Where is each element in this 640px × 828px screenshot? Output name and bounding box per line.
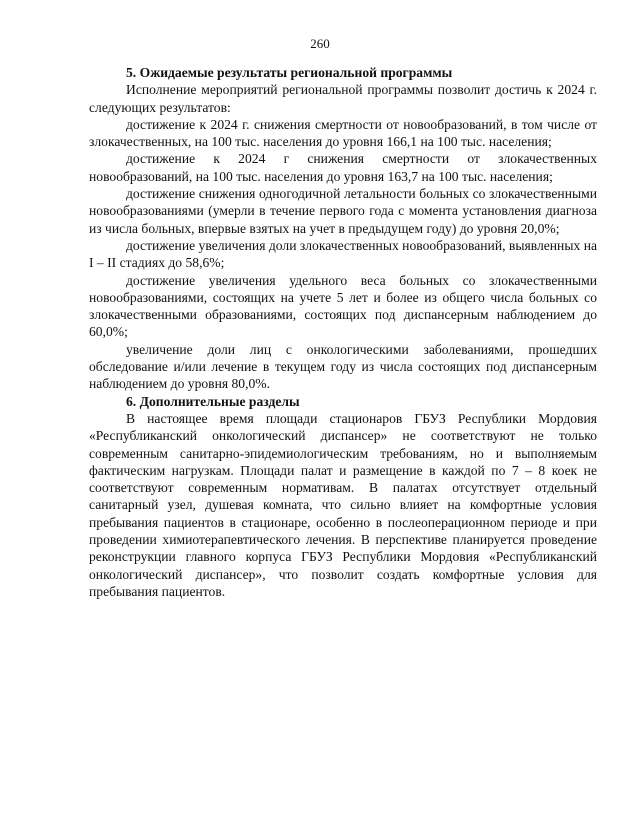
section-6-heading: 6. Дополнительные разделы	[126, 393, 300, 409]
section-5-heading: 5. Ожидаемые результаты региональной программы	[126, 65, 453, 80]
section-5-paragraph-early-stage-detection: достижение увеличения доли злокачественных новообразований, выявленных на I – II стадиях до 58,6%;	[89, 237, 597, 271]
document-body	[89, 64, 597, 600]
section-6-paragraph-hospital-facilities: В настоящее время площади стационаров ГБУЗ Республики Мордовия «Республиканский онкологический диспансер» не соответствуют не только современным санитарно-эпидемиологическим требованиям, но и выполняемым фактическим нагрузкам. Площади палат и размещение в каждой по 7 – 8 коек не соответствуют современным нормативам. В палатах отсутствует отдельный санитарный узел, душевая комната, что сильно влияет на комфортные условия пребывания пациентов в стационаре, особенно в послеоперационном периоде и при проведении химиотерапевтического лечения. В перспективе планируется проведение реконструкции главного корпуса ГБУЗ Республики Мордовия «Республиканский онкологический диспансер», что позволит создать комфортные условия для пребывания пациентов.	[89, 410, 597, 599]
section-5-paragraph-intro: Исполнение мероприятий региональной программы позволит достичь к 2024 г. следующих результатов:	[89, 82, 597, 115]
section-5-paragraph-mortality-malignant: достижение к 2024 г снижения смертности от злокачественных новообразований, на 100 тыс. населения до уровня 163,7 на 100 тыс. населения;	[89, 151, 597, 184]
section-5-paragraph-dispensary-observation: увеличение доли лиц с онкологическими заболеваниями, прошедших обследование и/или лечение в текущем году из числа состоящих под диспансерным наблюдением до уровня 80,0%.	[89, 341, 597, 392]
section-5-paragraph-five-year-registry: достижение увеличения удельного веса больных со злокачественными новообразованиями, состоящих на учете 5 лет и более из общего числа больных со злокачественными образованиями, состоящих под диспансерным наблюдением до 60,0%;	[89, 272, 597, 340]
section-5-paragraph-mortality-neoplasms: достижение к 2024 г. снижения смертности от новообразований, в том числе от злокачественных, на 100 тыс. населения до уровня 166,1 на 100 тыс. населения;	[89, 116, 597, 150]
page-number: 260	[310, 36, 330, 51]
section-5-paragraph-one-year-lethality: достижение снижения одногодичной летальности больных со злокачественными новообразованиями (умерли в течение первого года с момента установления диагноза из числа больных, впервые взятых на учет в предыдущем году) до уровня 20,0%;	[89, 186, 597, 236]
